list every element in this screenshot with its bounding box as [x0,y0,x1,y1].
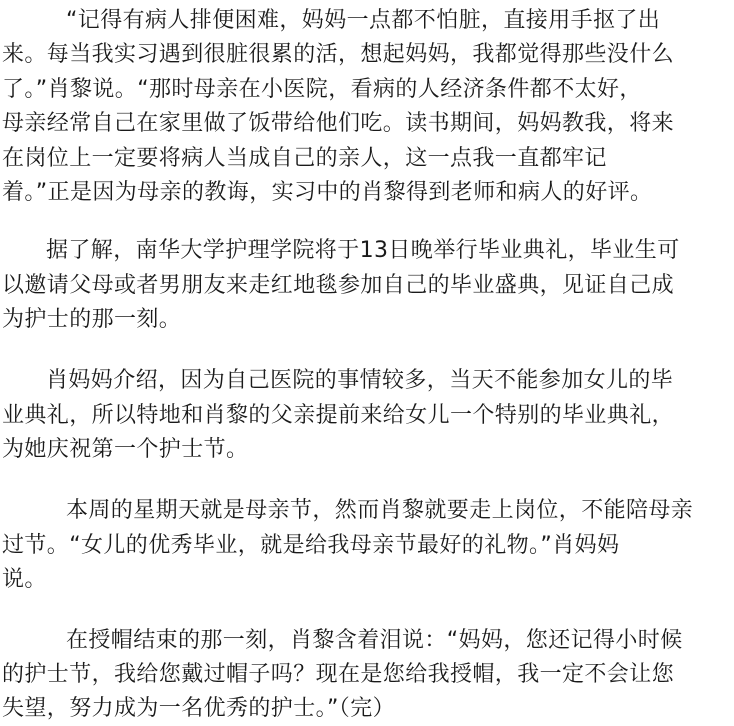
paragraph-line: 着。”正是因为母亲的教诲，实习中的肖黎得到老师和病人的好评。 [2,180,653,205]
paragraph-line: 据了解，南华大学护理学院将于13日晚举行毕业典礼，毕业生可 [46,238,680,263]
paragraph-line: 说。 [2,567,47,592]
paragraph-line: 的护士节，我给您戴过帽子吗？现在是您给我授帽，我一定不会让您 [2,662,675,687]
paragraph-line: 为她庆祝第一个护士节。 [2,437,249,462]
paragraph-line: 本周的星期天就是母亲节，然而肖黎就要走上岗位，不能陪母亲 [66,498,694,523]
paragraph-line: 了。”肖黎说。“那时母亲在小医院，看病的人经济条件都不太好， [2,77,642,102]
paragraph-line: 在授帽结束的那一刻，肖黎含着泪说：“妈妈，您还记得小时候 [66,628,683,653]
paragraph-line: 母亲经常自己在家里做了饭带给他们吃。读书期间，妈妈教我，将来 [2,111,675,136]
paragraph-line: 来。每当我实习遇到很脏很累的活，想起妈妈，我都觉得那些没什么 [2,42,675,67]
paragraph-line: 以邀请父母或者男朋友来走红地毯参加自己的毕业盛典，见证自己成 [2,273,675,298]
paragraph-line: 失望，努力成为一名优秀的护士。”（完） [2,696,395,721]
paragraph-line: “记得有病人排便困难，妈妈一点都不怕脏，直接用手抠了出 [66,8,661,33]
paragraph-line: 为护士的那一刻。 [2,307,182,332]
paragraph-line: 肖妈妈介绍，因为自己医院的事情较多，当天不能参加女儿的毕 [46,368,674,393]
paragraph-line: 在岗位上一定要将病人当成自己的亲人，这一点我一直都牢记 [2,146,607,171]
paragraph-line: 业典礼，所以特地和肖黎的父亲提前来给女儿一个特别的毕业典礼， [2,403,675,428]
paragraph-line: 过节。“女儿的优秀毕业，就是给我母亲节最好的礼物。”肖妈妈 [2,533,620,558]
